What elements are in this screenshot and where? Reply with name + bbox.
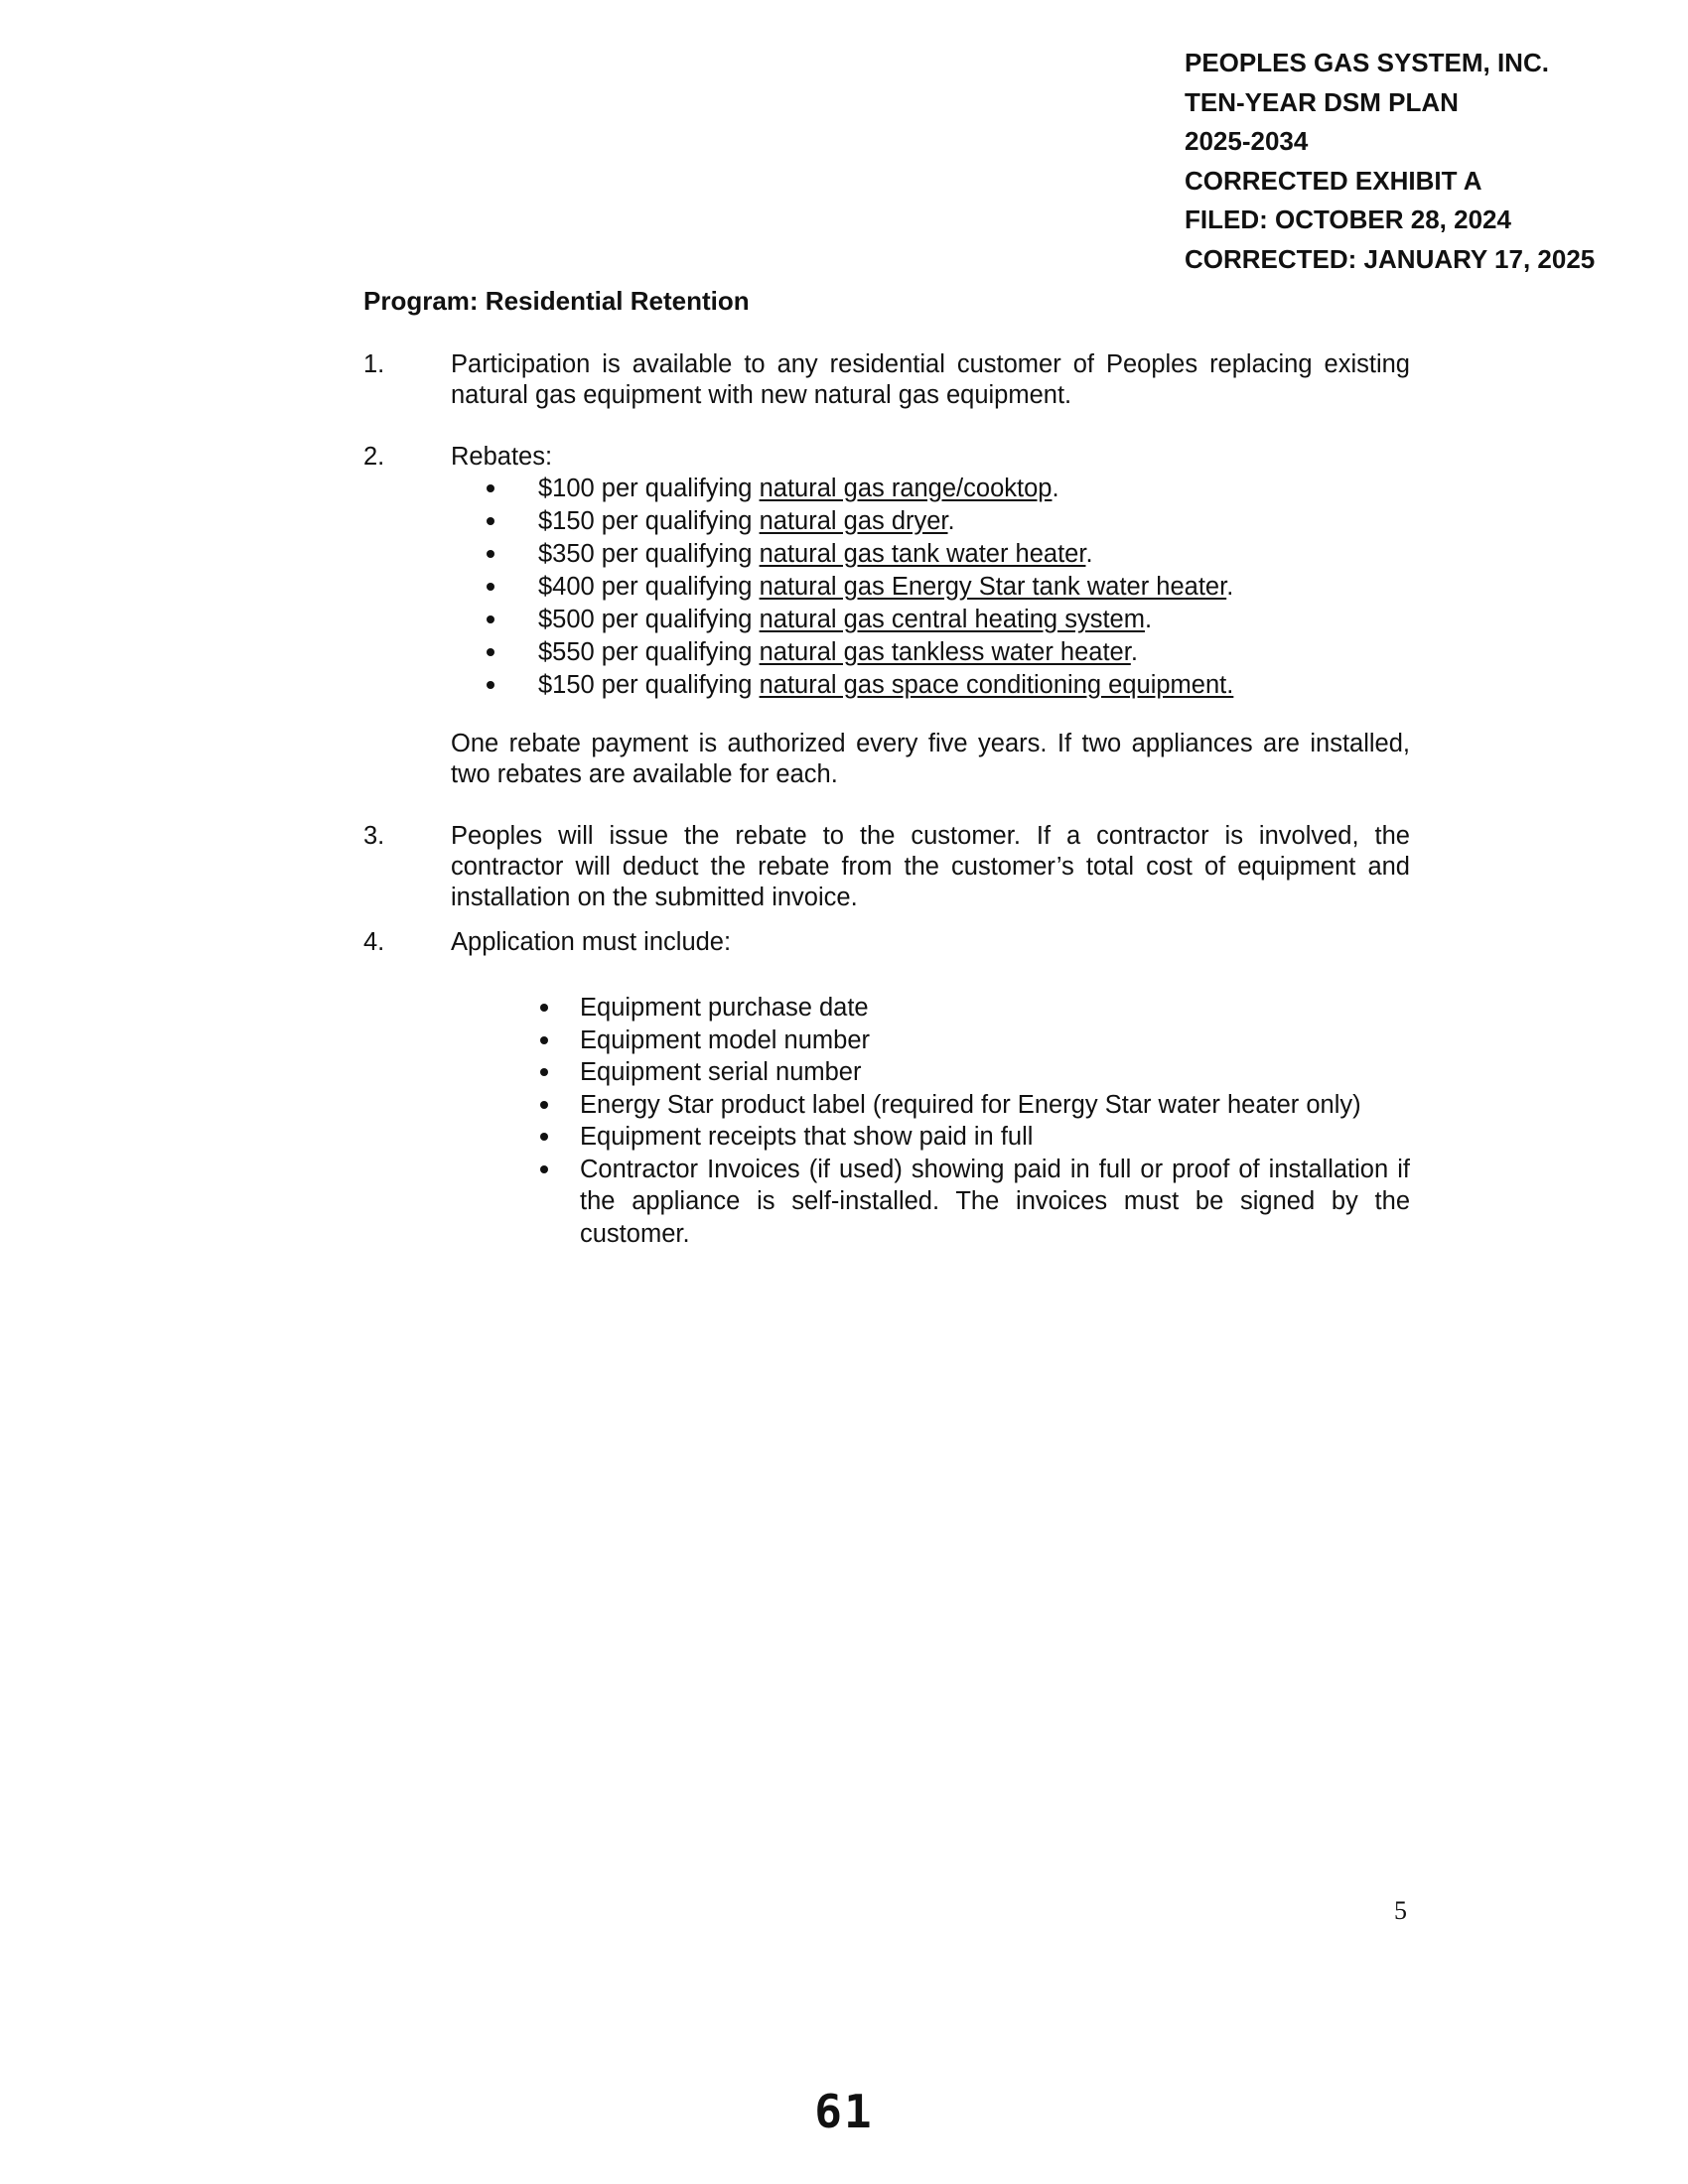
bullet-icon bbox=[540, 1165, 548, 1173]
rebate-equipment: natural gas dryer bbox=[759, 507, 948, 535]
rebate-note: One rebate payment is authorized every five years. If two appliances are installed, two rebates are available for each. bbox=[451, 730, 1410, 788]
requirement-item: Contractor Invoices (if used) showing paid in full or proof of installation if the appliance is self-installed. The invoices must be signed by the customer. bbox=[580, 1154, 1410, 1251]
header-exhibit: CORRECTED EXHIBIT A bbox=[1185, 165, 1482, 196]
header-plan: TEN-YEAR DSM PLAN bbox=[1185, 86, 1459, 117]
rebate-equipment: natural gas tankless water heater bbox=[759, 638, 1131, 666]
rebate-item: $150 per qualifying natural gas dryer. bbox=[451, 505, 1410, 538]
rebate-list bbox=[451, 473, 1410, 702]
requirement-item: Energy Star product label (required for Energy Star water heater only) bbox=[580, 1089, 1410, 1122]
bullet-icon bbox=[487, 681, 494, 689]
list-item-1 bbox=[363, 349, 1410, 411]
requirements-list bbox=[580, 992, 1410, 1250]
rebate-equipment: natural gas space conditioning equipment. bbox=[759, 671, 1234, 699]
bullet-icon bbox=[540, 1004, 548, 1012]
requirement-item: Equipment model number bbox=[580, 1024, 1410, 1057]
rebate-item: $350 per qualifying natural gas tank water heater. bbox=[451, 538, 1410, 571]
bullet-icon bbox=[540, 1068, 548, 1076]
rebate-item: $400 per qualifying natural gas Energy Star tank water heater. bbox=[451, 571, 1410, 604]
item-number: 4. bbox=[363, 928, 385, 956]
rebate-equipment: natural gas central heating system bbox=[759, 606, 1145, 633]
bullet-icon bbox=[540, 1133, 548, 1141]
list-item-3 bbox=[363, 821, 1410, 913]
rebate-equipment: natural gas range/cooktop bbox=[759, 475, 1053, 502]
bullet-icon bbox=[487, 484, 494, 492]
program-title: Program: Residential Retention bbox=[363, 286, 750, 316]
bates-number: 61 bbox=[814, 2085, 874, 2138]
rebate-item: $500 per qualifying natural gas central heating system. bbox=[451, 604, 1410, 636]
header-filed-date: FILED: OCTOBER 28, 2024 bbox=[1185, 205, 1511, 234]
bullet-icon bbox=[487, 583, 494, 591]
item-text: Peoples will issue the rebate to the customer. If a contractor is involved, the contractor will deduct the rebate from the customer’s total cost of equipment and installation on the submitted invoice. bbox=[451, 822, 1410, 911]
rebate-note-block bbox=[363, 729, 1410, 790]
item-number: 2. bbox=[363, 443, 385, 471]
item-text: Participation is available to any residential customer of Peoples replacing existing natural gas equipment with new natural gas equipment. bbox=[451, 350, 1410, 409]
requirement-item: Equipment purchase date bbox=[580, 992, 1410, 1024]
item-number: 1. bbox=[363, 350, 385, 378]
requirement-item: Equipment serial number bbox=[580, 1056, 1410, 1089]
document-header bbox=[1185, 44, 1595, 279]
bullet-icon bbox=[487, 550, 494, 558]
header-company: PEOPLES GAS SYSTEM, INC. bbox=[1185, 48, 1549, 77]
header-corrected-date: CORRECTED: JANUARY 17, 2025 bbox=[1185, 243, 1596, 274]
rebate-item: $100 per qualifying natural gas range/cooktop. bbox=[451, 473, 1410, 505]
page-number: 5 bbox=[1394, 1896, 1407, 1925]
bullet-icon bbox=[540, 1036, 548, 1044]
bullet-icon bbox=[540, 1101, 548, 1109]
bullet-icon bbox=[487, 615, 494, 623]
item-text: Application must include: bbox=[451, 928, 732, 956]
rebate-item: $150 per qualifying natural gas space conditioning equipment. bbox=[451, 669, 1410, 702]
header-years: 2025-2034 bbox=[1185, 126, 1309, 156]
rebate-equipment: natural gas tank water heater bbox=[759, 540, 1086, 568]
list-item-2 bbox=[363, 442, 1410, 702]
list-item-4 bbox=[363, 927, 1410, 1250]
requirement-item: Equipment receipts that show paid in full bbox=[580, 1121, 1410, 1154]
bullet-icon bbox=[487, 648, 494, 656]
item-text: Rebates: bbox=[451, 443, 553, 471]
rebate-equipment: natural gas Energy Star tank water heater bbox=[759, 573, 1227, 601]
rebate-item: $550 per qualifying natural gas tankless water heater. bbox=[451, 636, 1410, 669]
item-number: 3. bbox=[363, 822, 385, 850]
bullet-icon bbox=[487, 517, 494, 525]
